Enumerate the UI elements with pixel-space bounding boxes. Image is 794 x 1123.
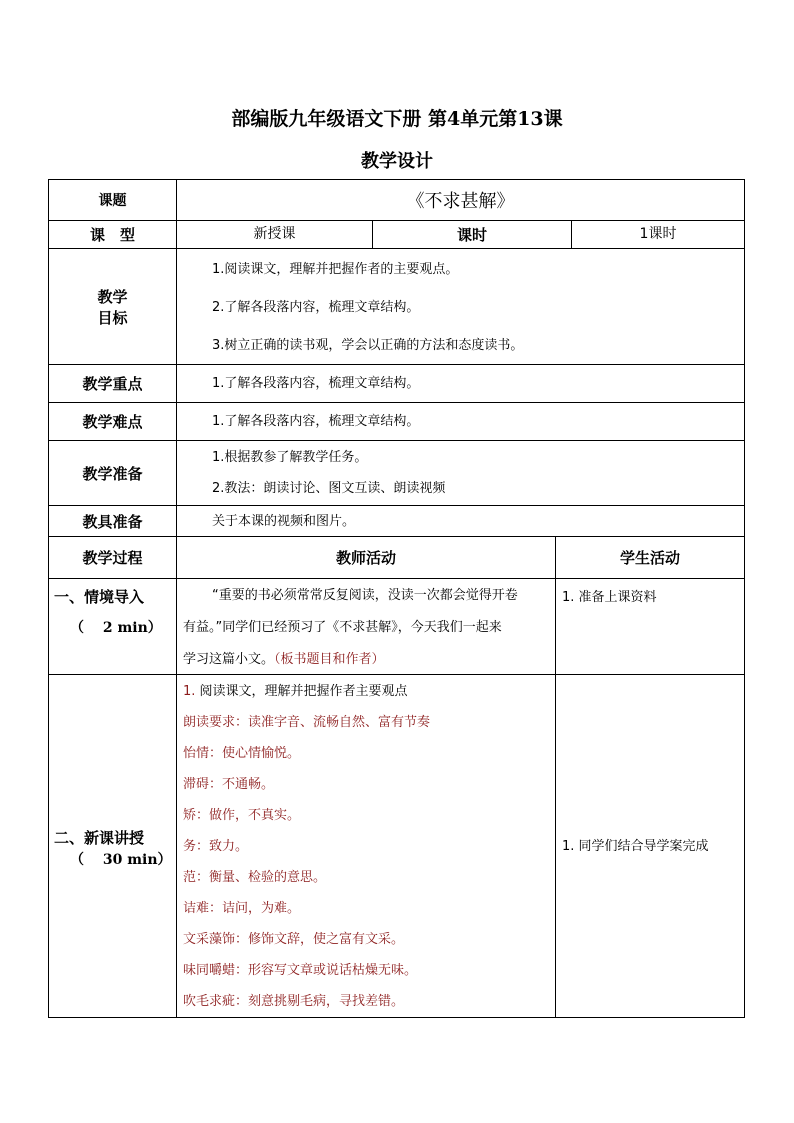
topic-label: 课题 xyxy=(98,193,127,209)
stage2-first-line xyxy=(183,684,553,700)
vocab-line: 滞碍：不通畅。 xyxy=(183,777,275,792)
hours-value: 1课时 xyxy=(639,226,677,243)
goal-item: 3.树立正确的读书观，学会以正确的方法和态度读书。 xyxy=(212,338,524,353)
document-subtitle: 教学设计 xyxy=(361,151,433,172)
goals-label xyxy=(49,249,176,364)
vocab-line: 朗读要求：读准字音、流畅自然、富有节奏 xyxy=(183,715,431,730)
vocab-line: 矫：做作，不真实。 xyxy=(183,808,301,823)
topic-value: 《不求甚解》 xyxy=(406,191,515,212)
preparation-item: 2.教法：朗读讨论、图文互读、朗读视频 xyxy=(212,481,446,496)
stage1-teacher-line: “重要的书必须常常反复阅读，没读一次都会觉得开卷 xyxy=(212,588,518,603)
stage1-student-activity: 1. 准备上课资料 xyxy=(562,590,657,605)
stage2-student-activity: 1. 同学们结合导学案完成 xyxy=(562,839,709,854)
stage2-time: （ 30 min） xyxy=(70,852,172,868)
tools-text: 关于本课的视频和图片。 xyxy=(212,514,356,529)
vocab-line: 文采藻饰：修饰文辞，使之富有文采。 xyxy=(183,932,405,947)
hours-label: 课时 xyxy=(456,226,487,244)
type-value: 新授课 xyxy=(253,226,296,243)
stage1-time: （ 2 min） xyxy=(70,620,162,636)
stage2-first-text: 阅读课文，理解并把握作者主要观点 xyxy=(195,684,408,699)
tools-label: 教具准备 xyxy=(82,512,143,531)
type-label: 课 型 xyxy=(89,226,135,244)
key-points-label: 教学重点 xyxy=(82,375,143,393)
stage1-teacher-last-line xyxy=(183,652,553,668)
goal-item: 1.阅读课文，理解并把握作者的主要观点。 xyxy=(212,262,459,277)
stage1-teacher-line: 有益。”同学们已经预习了《不求甚解》，今天我们一起来 xyxy=(183,620,502,635)
preparation-item: 1.根据教参了解教学任务。 xyxy=(212,450,368,465)
goals-label-line2: 目标 xyxy=(97,308,128,327)
vocab-line: 味同嚼蜡：形容写文章或说话枯燥无味。 xyxy=(183,963,418,978)
stage1-name: 一、情境导入 xyxy=(54,588,145,606)
key-points-text: 1.了解各段落内容，梳理文章结构。 xyxy=(212,376,420,391)
stage1-teacher-line: 学习这篇小文。 xyxy=(183,652,275,667)
document-title: 部编版九年级语文下册 第4单元第13课 xyxy=(231,108,563,130)
vocab-line: 诘难：诘问，为难。 xyxy=(183,901,301,916)
stage2-name: 二、新课讲授 xyxy=(54,829,145,847)
preparation-label: 教学准备 xyxy=(82,464,143,483)
process-header-teacher: 教师活动 xyxy=(335,549,396,567)
vocab-line: 怡情：使心情愉悦。 xyxy=(183,746,301,761)
difficulties-text: 1.了解各段落内容，梳理文章结构。 xyxy=(212,414,420,429)
stage2-first-number: 1. xyxy=(183,684,196,699)
goals-label-line1: 教学 xyxy=(97,287,128,306)
vocab-line: 吹毛求疵：刻意挑剔毛病，寻找差错。 xyxy=(183,994,405,1009)
stage1-teacher-note: （板书题目和作者） xyxy=(274,652,385,667)
vocab-line: 务：致力。 xyxy=(183,839,249,854)
process-header-stage: 教学过程 xyxy=(82,549,143,567)
difficulties-label: 教学难点 xyxy=(82,413,143,431)
process-header-student: 学生活动 xyxy=(619,549,680,567)
goal-item: 2.了解各段落内容，梳理文章结构。 xyxy=(212,300,420,315)
vocab-line: 范：衡量、检验的意思。 xyxy=(183,870,327,885)
